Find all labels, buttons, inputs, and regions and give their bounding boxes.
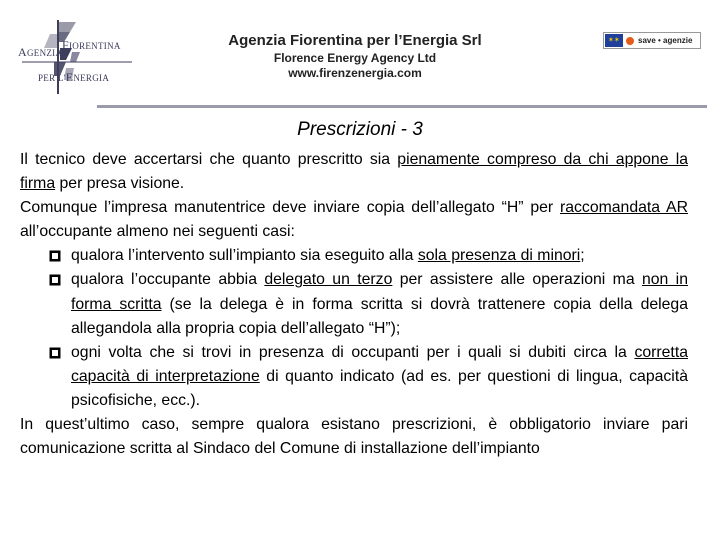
logo-line-1: AGENZIA <box>18 45 63 59</box>
list-item-text-end: di quanto indicato (ad es. per questioni di lingua, capacità psicofisiche, ecc.). <box>71 367 688 409</box>
save-logo-icon <box>626 37 634 45</box>
paragraph-1-underlined: pienamente compreso da chi appone la firma <box>20 151 688 193</box>
list-item-underlined-2: non in forma scritta <box>71 271 688 313</box>
paragraph-1-text: Il tecnico deve accertarsi che quanto prescritto sia <box>20 151 398 168</box>
list-item-text-middle: per assistere alle operazioni ma <box>392 271 642 289</box>
organization-name-english: Florence Energy Agency Ltd <box>273 51 437 65</box>
paragraph-2-text: Comunque l’impresa manutentrice deve inviare copia dell’allegato “H” per <box>20 199 560 217</box>
list-item <box>20 268 688 340</box>
slide-title: Prescrizioni - 3 <box>297 119 423 140</box>
header-divider <box>97 105 707 108</box>
agenzia-fiorentina-logo <box>14 18 134 96</box>
list-item-text-end: (se la delega è in forma scritta si dovrà trattenere copia della delega allegandola alla propria copia dell’allegato “H”); <box>71 295 689 337</box>
square-bullet-icon <box>49 274 61 286</box>
paragraph-3: In quest’ultimo caso, sempre qualora esistano prescrizioni, è obbligatorio inviare pari comunicazione scritta al Sindaco del Comune di installazione dell’impianto <box>20 416 688 458</box>
list-item-text: qualora l’occupante abbia <box>71 271 265 289</box>
paragraph-2-underlined: raccomandata AR <box>559 199 688 217</box>
slide-body <box>20 148 688 461</box>
website-link[interactable]: www.firenzenergia.com <box>288 66 422 80</box>
slide-header <box>0 0 720 108</box>
organization-block <box>200 32 510 81</box>
paragraph-2 <box>20 196 688 244</box>
list-item <box>20 341 688 413</box>
cases-list <box>20 244 688 413</box>
organization-name: Agenzia Fiorentina per l’Energia Srl <box>228 32 482 49</box>
paragraph-1-text-end: per presa visione. <box>55 175 185 193</box>
eu-flag-icon: ✶✶ <box>605 34 623 47</box>
list-item <box>20 244 688 268</box>
save-agenzie-logo <box>603 32 701 49</box>
partner-logo-text: save • agenzie <box>638 36 693 45</box>
paragraph-1 <box>20 148 688 196</box>
square-bullet-icon <box>49 347 61 359</box>
list-item-underlined: sola presenza di minori <box>417 247 581 265</box>
list-item-text: ogni volta che si trovi in presenza di occupanti per i quali si dubiti circa la <box>71 343 635 361</box>
list-item-text-end: ; <box>580 247 585 265</box>
square-bullet-icon <box>49 250 61 262</box>
logo-line-3: PER L'ENERGIA <box>38 70 110 84</box>
list-item-underlined: corretta capacità di interpretazione <box>71 343 688 385</box>
list-item-text: qualora l’intervento sull’impianto sia eseguito alla <box>71 247 418 265</box>
logo-line-2: FIORENTINA <box>62 38 121 52</box>
list-item-underlined: delegato un terzo <box>264 271 393 289</box>
paragraph-2-text-end: all’occupante almeno nei seguenti casi: <box>20 223 295 241</box>
